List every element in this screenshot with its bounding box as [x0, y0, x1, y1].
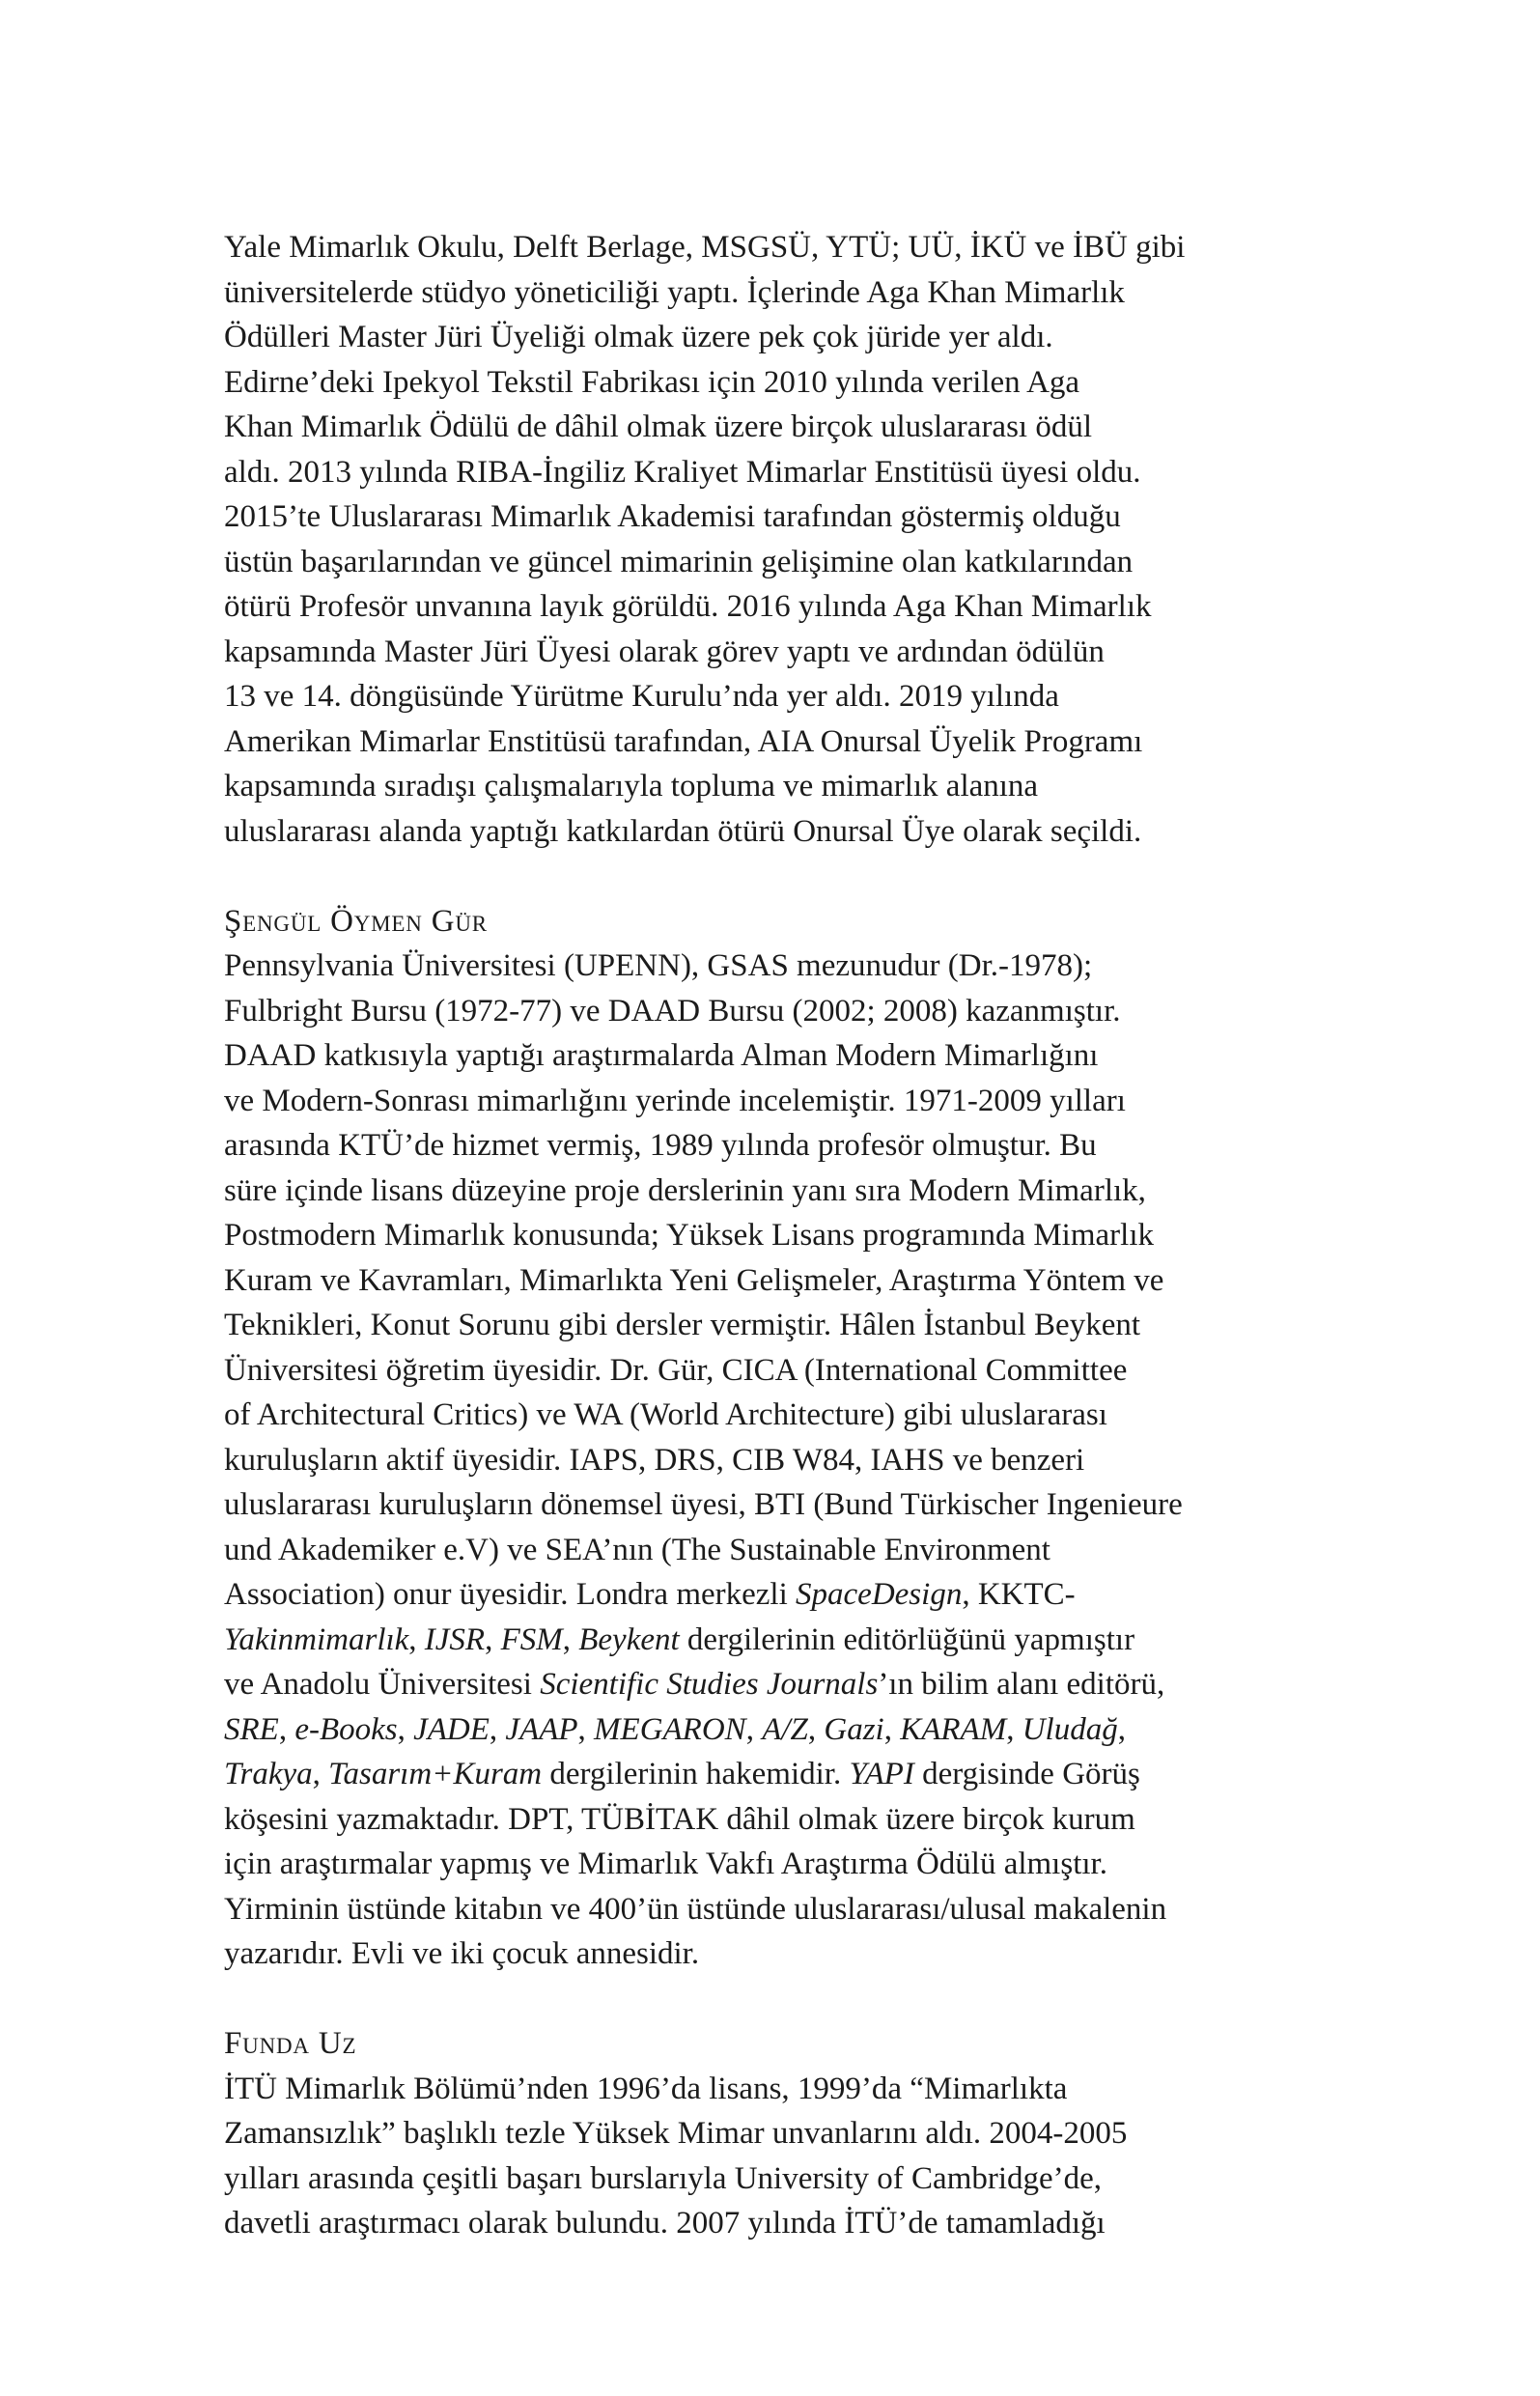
text-line	[224, 540, 1325, 585]
text-line	[224, 1707, 1325, 1753]
text-segment: arasında KTÜ’de hizmet vermiş, 1989 yılında profesör olmuştur. Bu	[224, 1128, 1097, 1163]
text-segment: ’ın bilim alanı editörü,	[878, 1667, 1165, 1702]
journal-name-italic: Uludağ	[1022, 1711, 1118, 1747]
text-line	[224, 225, 1325, 270]
journal-name-italic: Trakya	[224, 1757, 313, 1791]
journal-name-italic: e-Books	[294, 1711, 398, 1747]
journal-name-italic: JAAP	[505, 1711, 578, 1747]
text-segment: için araştırmalar yapmış ve Mimarlık Vakfı Araştırma Ödülü almıştır.	[224, 1846, 1107, 1881]
text-line	[224, 1348, 1325, 1394]
text-segment: üstün başarılarından ve güncel mimarinin gelişimine olan katkılarından	[224, 544, 1134, 579]
text-segment: und Akademiker e.V) ve SEA’nın (The Sustainable Environment	[224, 1532, 1050, 1567]
text-segment: yılları arasında çeşitli başarı burslarıyla University of Cambridge’de,	[224, 2160, 1103, 2196]
text-line	[224, 1752, 1325, 1797]
text-segment: dergilerinin editörlüğünü yapmıştır	[679, 1621, 1135, 1657]
text-line	[224, 1528, 1325, 1573]
text-line	[224, 494, 1325, 540]
text-line	[224, 1438, 1325, 1483]
text-segment: süre içinde lisans düzeyine proje derslerinin yanı sıra Modern Mimarlık,	[224, 1172, 1146, 1208]
text-block	[224, 225, 1325, 2246]
text-segment: aldı. 2013 yılında RIBA-İngiliz Kraliyet Mimarlar Enstitüsü üyesi oldu.	[224, 454, 1141, 490]
text-line	[224, 1303, 1325, 1348]
text-segment: ,	[1006, 1711, 1022, 1747]
text-line	[224, 944, 1325, 989]
text-line	[224, 1842, 1325, 1887]
journal-name-italic: YAPI	[849, 1757, 914, 1791]
text-segment: ,	[577, 1711, 595, 1747]
text-line	[224, 719, 1325, 765]
text-line	[224, 1572, 1325, 1618]
bio-paragraph-funda-uz	[224, 2067, 1325, 2246]
text-line	[224, 1033, 1325, 1079]
text-line	[224, 674, 1325, 719]
text-segment: ve Modern-Sonrası mimarlığını yerinde incelemiştir. 1971-2009 yılları	[224, 1083, 1126, 1118]
text-line	[224, 1123, 1325, 1169]
text-line	[224, 405, 1325, 450]
text-segment: Yale Mimarlık Okulu, Delft Berlage, MSGSÜ, YTÜ; UÜ, İKÜ ve İBÜ gibi	[224, 230, 1186, 265]
text-line	[224, 2156, 1325, 2202]
text-line	[224, 1618, 1325, 1663]
text-line	[224, 450, 1325, 495]
text-segment: 2015’te Uluslararası Mimarlık Akademisi tarafından göstermiş olduğu	[224, 499, 1121, 534]
text-segment: davetli araştırmacı olarak bulundu. 2007 yılında İTÜ’de tamamladığı	[224, 2206, 1106, 2241]
text-line	[224, 360, 1325, 406]
text-segment: ,	[485, 1621, 501, 1657]
journal-name-italic: Yakinmimarlık	[224, 1621, 409, 1657]
text-segment: ,	[1117, 1711, 1126, 1747]
text-line	[224, 1662, 1325, 1707]
text-segment: ,	[489, 1711, 506, 1747]
journal-name-italic: A/Z	[762, 1711, 808, 1747]
journal-name-italic: JADE	[413, 1711, 490, 1747]
text-segment: Zamansızlık” başlıklı tezle Yüksek Mimar unvanlarını aldı. 2004-2005	[224, 2116, 1128, 2151]
text-line	[224, 1393, 1325, 1438]
text-line	[224, 2067, 1325, 2112]
text-segment: Yirminin üstünde kitabın ve 400’ün üstünde uluslararası/ulusal makalenin	[224, 1891, 1167, 1927]
text-segment: ,	[278, 1711, 295, 1747]
text-line	[224, 2111, 1325, 2156]
text-line	[224, 584, 1325, 630]
text-segment: Fulbright Bursu (1972-77) ve DAAD Bursu (2002; 2008) kazanmıştır.	[224, 993, 1121, 1029]
text-line	[224, 1931, 1325, 1977]
text-segment: dergilerinin hakemidir.	[542, 1757, 850, 1791]
text-segment: of Architectural Critics) ve WA (World Architecture) gibi uluslararası	[224, 1397, 1107, 1432]
text-segment: ötürü Profesör unvanına layık görüldü. 2016 yılında Aga Khan Mimarlık	[224, 589, 1152, 624]
journal-name-italic: Scientific Studies Journals	[540, 1667, 879, 1702]
text-line	[224, 1169, 1325, 1214]
text-line	[224, 630, 1325, 675]
text-line	[224, 315, 1325, 360]
text-segment: Khan Mimarlık Ödülü de dâhil olmak üzere birçok uluslararası ödül	[224, 409, 1093, 444]
journal-name-italic: Beykent	[578, 1621, 680, 1657]
text-line	[224, 764, 1325, 809]
bio-paragraph-sengul-oymen-gur	[224, 944, 1325, 1977]
text-segment: Kuram ve Kavramları, Mimarlıkta Yeni Gelişmeler, Araştırma Yöntem ve	[224, 1262, 1164, 1298]
text-line	[224, 1887, 1325, 1932]
text-line	[224, 1797, 1325, 1843]
text-segment: üniversitelerde stüdyo yöneticiliği yaptı. İçlerinde Aga Khan Mimarlık	[224, 274, 1125, 310]
text-segment: ,	[807, 1711, 825, 1747]
journal-name-italic: IJSR	[424, 1621, 486, 1657]
bio-paragraph-continuation	[224, 225, 1325, 854]
text-segment: Pennsylvania Üniversitesi (UPENN), GSAS mezunudur (Dr.-1978);	[224, 948, 1093, 983]
journal-name-italic: FSM	[500, 1621, 563, 1657]
heading-funda-uz: Funda Uz	[224, 2026, 357, 2061]
journal-name-italic: SpaceDesign	[796, 1577, 963, 1612]
text-segment: ,	[745, 1711, 763, 1747]
text-segment: ,	[562, 1621, 579, 1657]
text-segment: kuruluşların aktif üyesidir. IAPS, DRS, CIB W84, IAHS ve benzeri	[224, 1442, 1085, 1478]
text-line	[224, 2201, 1325, 2246]
text-segment: Amerikan Mimarlar Enstitüsü tarafından, AIA Onursal Üyelik Programı	[224, 723, 1143, 759]
text-segment: Association) onur üyesidir. Londra merkezli	[224, 1577, 797, 1612]
text-segment: dergisinde Görüş	[913, 1757, 1140, 1791]
text-line	[224, 809, 1325, 855]
text-line	[224, 1258, 1325, 1304]
text-segment: DAAD katkısıyla yaptığı araştırmalarda Alman Modern Mimarlığını	[224, 1038, 1099, 1073]
text-segment: Postmodern Mimarlık konusunda; Yüksek Lisans programında Mimarlık	[224, 1218, 1154, 1253]
text-segment: köşesini yazmaktadır. DPT, TÜBİTAK dâhil olmak üzere birçok kurum	[224, 1801, 1135, 1837]
heading-sengul-oymen-gur: Şengül Öymen Gür	[224, 903, 488, 939]
text-segment: Ödülleri Master Jüri Üyeliği olmak üzere pek çok jüride yer aldı.	[224, 320, 1053, 354]
text-line	[224, 270, 1325, 316]
text-segment: kapsamında sıradışı çalışmalarıyla topluma ve mimarlık alanına	[224, 769, 1039, 803]
journal-name-italic: SRE	[224, 1711, 279, 1747]
text-segment: uluslararası alanda yaptığı katkılardan ötürü Onursal Üye olarak seçildi.	[224, 813, 1142, 849]
text-segment: Üniversitesi öğretim üyesidir. Dr. Gür, CICA (International Committee	[224, 1352, 1128, 1388]
text-segment: ,	[408, 1621, 425, 1657]
journal-name-italic: MEGARON	[594, 1711, 746, 1747]
text-segment: ,	[312, 1757, 329, 1791]
text-segment: Edirne’deki Ipekyol Tekstil Fabrikası için 2010 yılında verilen Aga	[224, 364, 1080, 400]
text-line	[224, 1213, 1325, 1258]
text-segment: ,	[397, 1711, 414, 1747]
text-segment: , KKTC-	[962, 1577, 1076, 1612]
journal-name-italic: Gazi	[824, 1711, 884, 1747]
journal-name-italic: Tasarım+Kuram	[328, 1757, 543, 1791]
journal-name-italic: KARAM	[900, 1711, 1007, 1747]
text-line	[224, 1079, 1325, 1124]
text-segment: ve Anadolu Üniversitesi	[224, 1667, 541, 1702]
text-segment: yazarıdır. Evli ve iki çocuk annesidir.	[224, 1936, 700, 1971]
text-segment: uluslararası kuruluşların dönemsel üyesi, BTI (Bund Türkischer Ingenieure	[224, 1487, 1183, 1522]
text-line	[224, 989, 1325, 1034]
text-segment: 13 ve 14. döngüsünde Yürütme Kurulu’nda yer aldı. 2019 yılında	[224, 679, 1059, 714]
text-segment: kapsamında Master Jüri Üyesi olarak görev yaptı ve ardından ödülün	[224, 634, 1105, 669]
text-segment: ,	[883, 1711, 901, 1747]
text-segment: Teknikleri, Konut Sorunu gibi dersler vermiştir. Hâlen İstanbul Beykent	[224, 1308, 1141, 1342]
text-line	[224, 1482, 1325, 1528]
text-segment: İTÜ Mimarlık Bölümü’nden 1996’da lisans, 1999’da “Mimarlıkta	[224, 2071, 1068, 2106]
